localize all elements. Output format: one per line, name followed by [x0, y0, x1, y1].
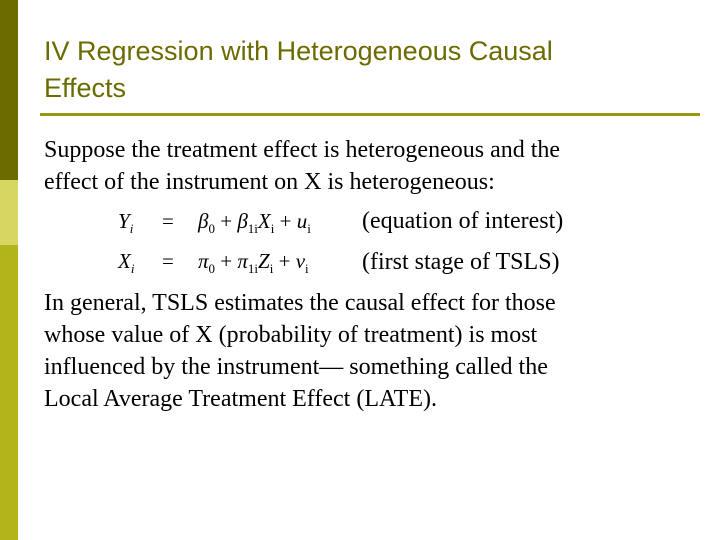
late-paragraph — [44, 287, 694, 415]
intro-line-2: effect of the instrument on X is heterogeneous: — [44, 169, 495, 195]
late-line-4: Local Average Treatment Effect (LATE). — [44, 386, 437, 412]
intro-line-1: Suppose the treatment effect is heterogeneous and the — [44, 137, 561, 163]
eq2-note: (first stage of TSLS) — [362, 249, 560, 275]
late-line-2: whose value of X (probability of treatment) is most — [44, 322, 538, 348]
eq1-rhs: $\beta_0 + \beta_{1i}X_i + u_i$ — [198, 209, 311, 236]
side-bar-accent — [0, 180, 18, 245]
slide-title — [44, 33, 684, 107]
title-line-2: Effects — [44, 73, 127, 103]
side-bar-dark — [0, 0, 18, 180]
eq2-rhs: $\pi_0 + \pi_{1i}Z_i + v_i$ — [198, 249, 309, 276]
eq1-note: (equation of interest) — [362, 208, 564, 234]
eq1-equals: = — [162, 209, 174, 233]
eq2-equals: = — [162, 249, 174, 273]
intro-paragraph — [44, 134, 694, 198]
title-divider — [40, 113, 700, 116]
late-line-3: influenced by the instrument— something called the — [44, 354, 548, 380]
title-line-1: IV Regression with Heterogeneous Causal — [44, 36, 553, 66]
late-line-1: In general, TSLS estimates the causal effect for those — [44, 290, 556, 316]
eq2-lhs: $X_i$ — [118, 249, 135, 276]
eq1-lhs: $Y_i$ — [118, 209, 134, 236]
